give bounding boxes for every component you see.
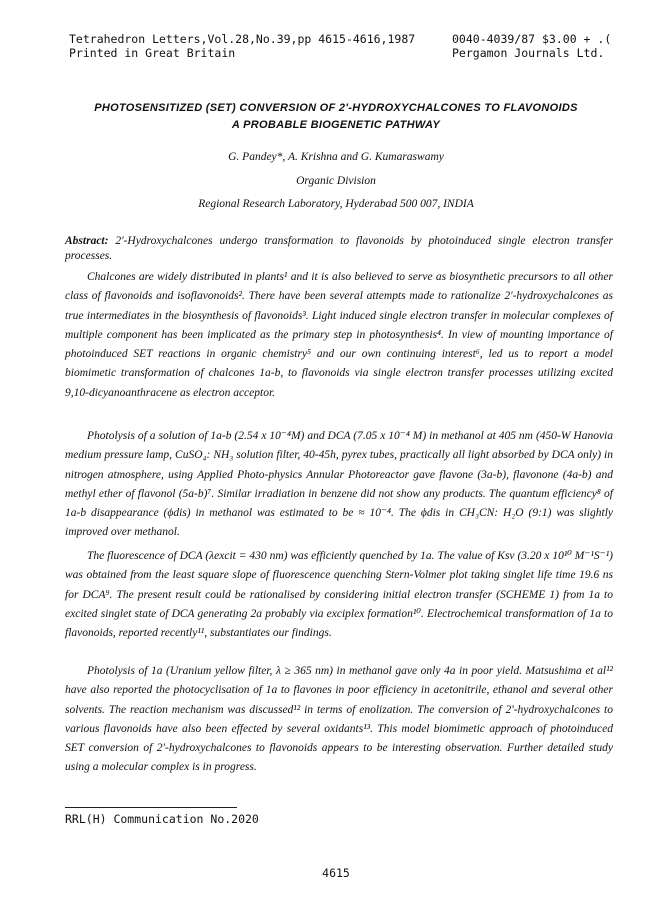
journal-citation: Tetrahedron Letters,Vol.28,No.39,pp 4615-4616,1987 (69, 32, 416, 46)
journal-header-right (452, 32, 611, 60)
affiliation: Regional Research Laboratory, Hyderabad 500 007, INDIA (198, 198, 474, 210)
division: Organic Division (296, 175, 376, 187)
abstract (65, 234, 613, 264)
body-paragraph-4: Photolysis of 1a (Uranium yellow filter, λ ≥ 365 nm) in methanol gave only 4a in poor yield. Matsushima et al¹² have also reported the photocyclisation of 1a to flavones in poor efficiency in acetonitrile, ethanol and several other solvents. The reaction mechanism was discussed¹² in terms of enolization. The conversion of 2'-hydroxychalcones to various flavonoids have also been effected by several oxidants¹³. This model biomimetic approach of photoinduced SET conversion of 2'-hydroxychalcones to flavonoids appears to be interesting observation. Further detailed study using a molecular complex is in progress. (65, 665, 613, 774)
article-title-line1: PHOTOSENSITIZED (SET) CONVERSION OF 2'-HYDROXYCHALCONES TO FLAVONOIDS (94, 102, 578, 114)
abstract-text: 2'-Hydroxychalcones undergo transformation to flavonoids by photoinduced single electron transfer processes. (65, 235, 613, 262)
body-paragraph-1: Chalcones are widely distributed in plants¹ and it is also believed to serve as biosynthetic precursors to all other class of flavonoids and isoflavonoids². There have been several attempts made to rationalize 2'-hydroxychalcones as true intermediates in the biosynthesis of flavonoids³. Light induced single electron transfer in molecular complexes of multiple component has been implicated as the primary step in photosynthesis⁴. In view of mounting importance of photoinduced SET reactions in organic chemistry⁵ and our own continuing interest⁶, led us to report a model biomimetic transformation of chalcones 1a-b, to flavonoids via single electron transfer processes utilizing excited 9,10-dicyanoanthracene as electron acceptor. (65, 271, 613, 399)
abstract-label: Abstract: (65, 235, 109, 247)
publisher: Pergamon Journals Ltd. (452, 46, 605, 60)
body-paragraph-2: Photolysis of a solution of 1a-b (2.54 x 10⁻⁴M) and DCA (7.05 x 10⁻⁴ M) in methanol at 405 nm (450-W Hanovia medium pressure lamp, CuSO₄: NH₃ solution filter, 40-45h, pyrex tubes, practically all light absorbed by DCA only) in nitrogen atmosphere, using Applied Photo-physics Annular Photoreactor gave flavone (3a-b), flavonone (4a-b) and methyl ether of flavonol (5a-b)⁷. Similar irradiation in benzene did not show any products. The quantum efficiency⁸ of 1a-b disappearance (ϕdis) in methanol was estimated to be ≈ 10⁻⁴. The ϕdis in CH₃CN: H₂O (9:1) was slightly improved over methanol. (65, 430, 613, 539)
price-code: 0040-4039/87 $3.00 + .( (452, 32, 612, 46)
journal-header-left (69, 32, 415, 60)
authors: G. Pandey*, A. Krishna and G. Kumaraswamy (228, 151, 444, 163)
body-paragraph-3: The fluorescence of DCA (λexcit = 430 nm) was efficiently quenched by 1a. The value of Ksv (3.20 x 10¹⁰ M⁻¹S⁻¹) was obtained from the least square slope of fluorescence quenching Stern-Volmer plot taking singlet life time 19.6 ns for DCA⁹. The present result could be rationalised by considering initial electron transfer (SCHEME 1) from 1a to excited singlet state of DCA generating 2a probably via exciplex formation¹⁰. Electrochemical transformation of 1a to flavonoids, reported recently¹¹, substantiates our findings. (65, 550, 613, 640)
page-number: 4615 (322, 866, 350, 880)
article-title-line2: A PROBABLE BIOGENETIC PATHWAY (231, 119, 441, 131)
footnote: RRL(H) Communication No.2020 (65, 812, 259, 826)
printed-in: Printed in Great Britain (69, 46, 236, 60)
footnote-divider (65, 807, 237, 808)
